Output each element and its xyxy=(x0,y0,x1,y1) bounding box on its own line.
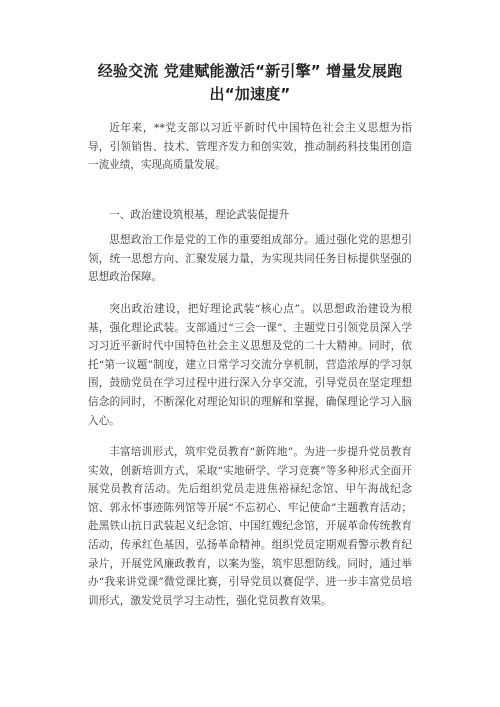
body-paragraph: 突出政治建设，把好理论武装“核心点”。以思想政治建设为根基，强化理论武装。支部通过“三会一课”、主题党日引领党员深入学习习近平新时代中国特色社会主义思想及党的二十大精神。同时，依托“第一议题”制度，建立日常学习交流分享机制，营造浓厚的学习氛围，鼓励党员在学习过程中进行深入分享交流，引导党员在坚定理想信念的同时，不断深化对理论知识的理解和掌握，确保理论学习入脑入心。 xyxy=(88,303,412,427)
body-paragraph: 思想政治工作是党的工作的重要组成部分。通过强化党的思想引领，统一思想方向、汇聚发展力量，为实现共同任务目标提供坚强的思想政治保障。 xyxy=(88,234,412,284)
intro-paragraph: 近年来，**党支部以习近平新时代中国特色社会主义思想为指导，引领销售、技术、管理齐发力和创实效，推动制药科技集团创造一流业绩，实现高质量发展。 xyxy=(88,122,412,172)
section-heading: 一、政治建设筑根基，理论武装促提升 xyxy=(109,209,290,221)
body-paragraph: 丰富培训形式，筑牢党员教育“新阵地”。为进一步提升党员教育实效，创新培训方式，采取“实地研学、学习竞赛”等多种形式全面开展党员教育活动。先后组织党员走进焦裕禄纪念馆、甲午海战纪念馆、郭永怀事迹陈列馆等开展“不忘初心、牢记使命”主题教育活动；赴黑铁山抗日武装起义纪念馆、中国红嫂纪念馆，开展革命传统教育活动，传承红色基因，弘扬革命精神。组织党员定期观看警示教育纪录片，开展党风廉政教育，以案为鉴，筑牢思想防线。同时，通过举办“我来讲党课”微党课比赛，引导党员以赛促学、进一步丰富党员培训形式，激发党员学习主动性，强化党员教育效果。 xyxy=(88,446,412,607)
document-title: 经验交流 党建赋能激活“新引擎” 增量发展跑出“加速度” xyxy=(97,62,403,103)
